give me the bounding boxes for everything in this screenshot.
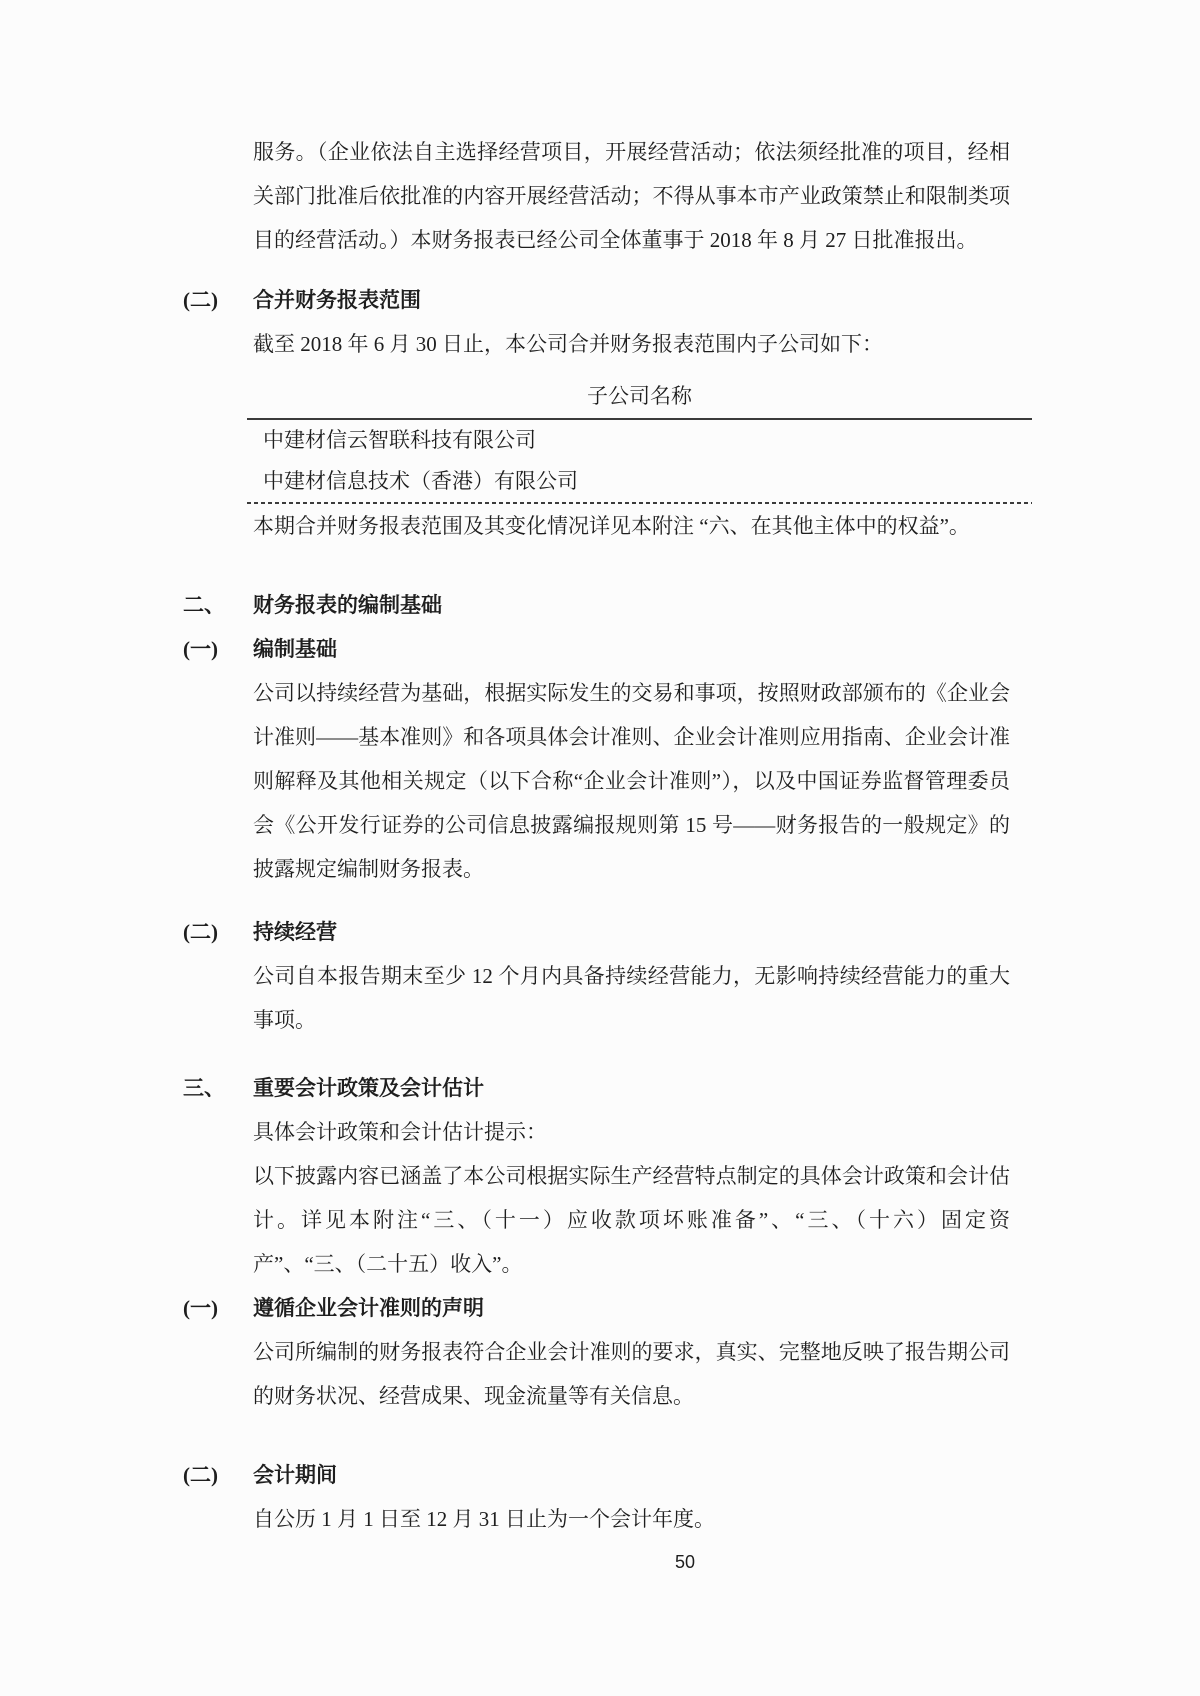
subsidiary-row: 中建材信云智联科技有限公司	[263, 428, 536, 452]
subsidiary-table	[247, 374, 1032, 504]
policies-detail-paragraph: 以下披露内容已涵盖了本公司根据实际生产经营特点制定的具体会计政策和会计估计。详见本附注“三、（十一）应收款项坏账准备”、“三、（十六）固定资产”、“三、（二十五）收入”。	[253, 1164, 1010, 1276]
scope-section-title: 合并财务报表范围	[253, 288, 421, 312]
scope-note-paragraph: 本期合并财务报表范围及其变化情况详见本附注 “六、在其他主体中的权益”。	[253, 514, 970, 538]
basis-section-heading	[183, 583, 1010, 627]
basis-section-title: 财务报表的编制基础	[253, 593, 442, 617]
basis-section-label: 二、	[183, 593, 225, 617]
basis-subsection-1-heading	[183, 627, 1010, 671]
continuation-paragraph: 服务。（企业依法自主选择经营项目，开展经营活动；依法须经批准的项目，经相关部门批准后依批准的内容开展经营活动；不得从事本市产业政策禁止和限制类项目的经营活动。）本财务报表已经公司全体董事于 2018 年 8 月 27 日批准报出。	[253, 140, 1010, 252]
policies-intro-paragraph: 具体会计政策和会计估计提示：	[253, 1120, 547, 1144]
policies-subsection-1-heading	[183, 1286, 1010, 1330]
policies-subsection-1-paragraph: 公司所编制的财务报表符合企业会计准则的要求，真实、完整地反映了报告期公司的财务状况、经营成果、现金流量等有关信息。	[253, 1340, 1010, 1408]
page-number: 50	[674, 1552, 696, 1572]
policies-section-heading	[183, 1066, 1010, 1110]
basis-subsection-2-heading	[183, 910, 1010, 954]
basis-subsection-1-label: (一)	[183, 637, 218, 661]
basis-subsection-2-label: (二)	[183, 920, 218, 944]
scope-section-label: (二)	[183, 288, 218, 312]
policies-subsection-2-title: 会计期间	[253, 1463, 337, 1487]
scope-section-heading	[183, 278, 1010, 322]
basis-subsection-1-title: 编制基础	[253, 637, 337, 661]
policies-subsection-1-label: (一)	[183, 1296, 218, 1320]
basis-subsection-2-paragraph: 公司自本报告期末至少 12 个月内具备持续经营能力，无影响持续经营能力的重大事项。	[253, 964, 1010, 1032]
policies-subsection-2-paragraph: 自公历 1 月 1 日至 12 月 31 日止为一个会计年度。	[253, 1507, 715, 1531]
policies-section-title: 重要会计政策及会计估计	[253, 1076, 484, 1100]
policies-subsection-2-label: (二)	[183, 1463, 218, 1487]
policies-section-label: 三、	[183, 1076, 225, 1100]
policies-subsection-1-title: 遵循企业会计准则的声明	[253, 1296, 484, 1320]
scope-lead-paragraph: 截至 2018 年 6 月 30 日止，本公司合并财务报表范围内子公司如下：	[253, 332, 883, 356]
basis-subsection-1-paragraph: 公司以持续经营为基础，根据实际发生的交易和事项，按照财政部颁布的《企业会计准则——基本准则》和各项具体会计准则、企业会计准则应用指南、企业会计准则解释及其他相关规定（以下合称“企业会计准则”），以及中国证券监督管理委员会《公开发行证券的公司信息披露编报规则第 15 号——财务报告的一般规定》的披露规定编制财务报表。	[253, 681, 1010, 881]
basis-subsection-2-title: 持续经营	[253, 920, 337, 944]
subsidiary-row: 中建材信息技术（香港）有限公司	[263, 469, 578, 493]
policies-subsection-2-heading	[183, 1453, 1010, 1497]
subsidiary-table-header: 子公司名称	[247, 374, 1032, 420]
